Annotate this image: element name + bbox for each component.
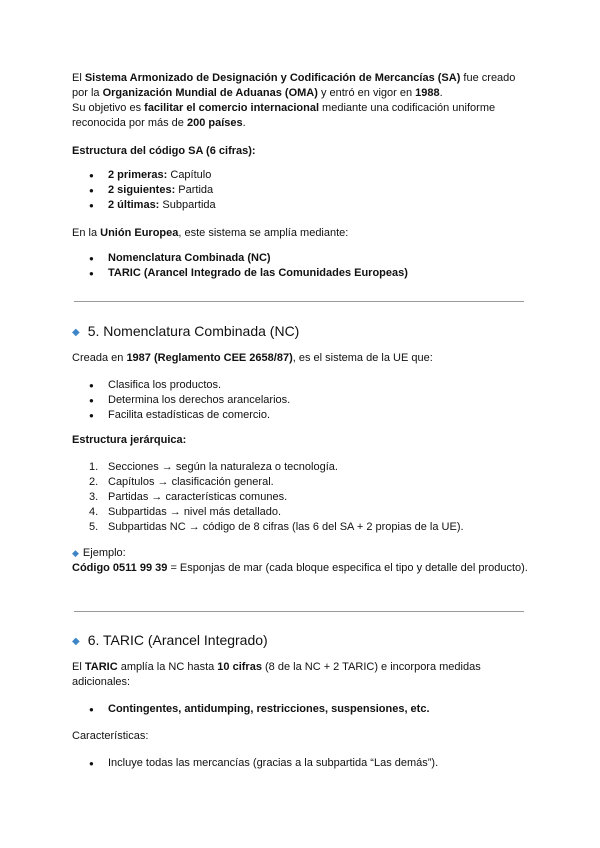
example-label: ◆ Ejemplo:	[72, 547, 126, 559]
section-divider	[74, 611, 524, 612]
intro-text	[72, 71, 532, 131]
hierarchy-list	[72, 460, 532, 535]
list-item: ● TARIC (Arancel Integrado de las Comunidades Europeas)	[72, 266, 532, 281]
list-item: ● Clasifica los productos.	[72, 378, 532, 393]
list-item: 1. Secciones → según la naturaleza o tecnología.	[89, 461, 338, 473]
list-item: 5. Subpartidas NC → código de 8 cifras (las 6 del SA + 2 propias de la UE).	[89, 521, 464, 533]
eu-list	[72, 251, 532, 281]
list-item: ● Nomenclatura Combinada (NC)	[72, 251, 532, 266]
intro-paragraph-2: Su objetivo es facilitar el comercio internacional mediante una codificación uniforme reconocida por más de 200 países.	[72, 102, 496, 129]
section-6-heading: ◆ 6. TARIC (Arancel Integrado)	[72, 632, 268, 648]
characteristics-list	[72, 756, 532, 771]
example-text: Código 0511 99 39 = Esponjas de mar (cada bloque especifica el tipo y detalle del producto).	[72, 562, 528, 574]
section-divider	[74, 301, 524, 302]
hierarchy-heading: Estructura jerárquica:	[72, 434, 187, 446]
section-6-intro: El TARIC amplía la NC hasta 10 cifras (8 de la NC + 2 TARIC) e incorpora medidas adicionales:	[72, 661, 481, 688]
diamond-bullet-icon: ◆	[72, 548, 79, 558]
diamond-bullet-icon: ◆	[72, 636, 80, 647]
sa-structure-list	[72, 168, 532, 213]
sa-structure-heading: Estructura del código SA (6 cifras):	[72, 145, 256, 157]
list-item: 4. Subpartidas → nivel más detallado.	[89, 506, 282, 518]
eu-paragraph: En la Unión Europea, este sistema se amplía mediante:	[72, 227, 349, 239]
list-item: ● 2 últimas: Subpartida	[72, 198, 532, 213]
list-item: ● Facilita estadísticas de comercio.	[72, 408, 532, 423]
list-item: ● 2 primeras: Capítulo	[72, 168, 532, 183]
section-5-intro: Creada en 1987 (Reglamento CEE 2658/87), es el sistema de la UE que:	[72, 352, 433, 364]
intro-paragraph-1: El Sistema Armonizado de Designación y Codificación de Mercancías (SA) fue creado por la Organización Mundial de Aduanas (OMA) y entró en vigor en 1988.	[72, 72, 516, 99]
section-6-list	[72, 702, 532, 717]
characteristics-heading: Características:	[72, 730, 149, 742]
section-5-list	[72, 378, 532, 423]
list-item: ● Contingentes, antidumping, restricciones, suspensiones, etc.	[72, 702, 532, 717]
section-5-heading: ◆ 5. Nomenclatura Combinada (NC)	[72, 323, 300, 339]
list-item: 3. Partidas → características comunes.	[89, 491, 288, 503]
list-item: ● Determina los derechos arancelarios.	[72, 393, 532, 408]
list-item: ● 2 siguientes: Partida	[72, 183, 532, 198]
list-item: ● Incluye todas las mercancías (gracias a la subpartida “Las demás”).	[72, 756, 532, 771]
list-item: 2. Capítulos → clasificación general.	[89, 476, 274, 488]
diamond-bullet-icon: ◆	[72, 327, 80, 338]
